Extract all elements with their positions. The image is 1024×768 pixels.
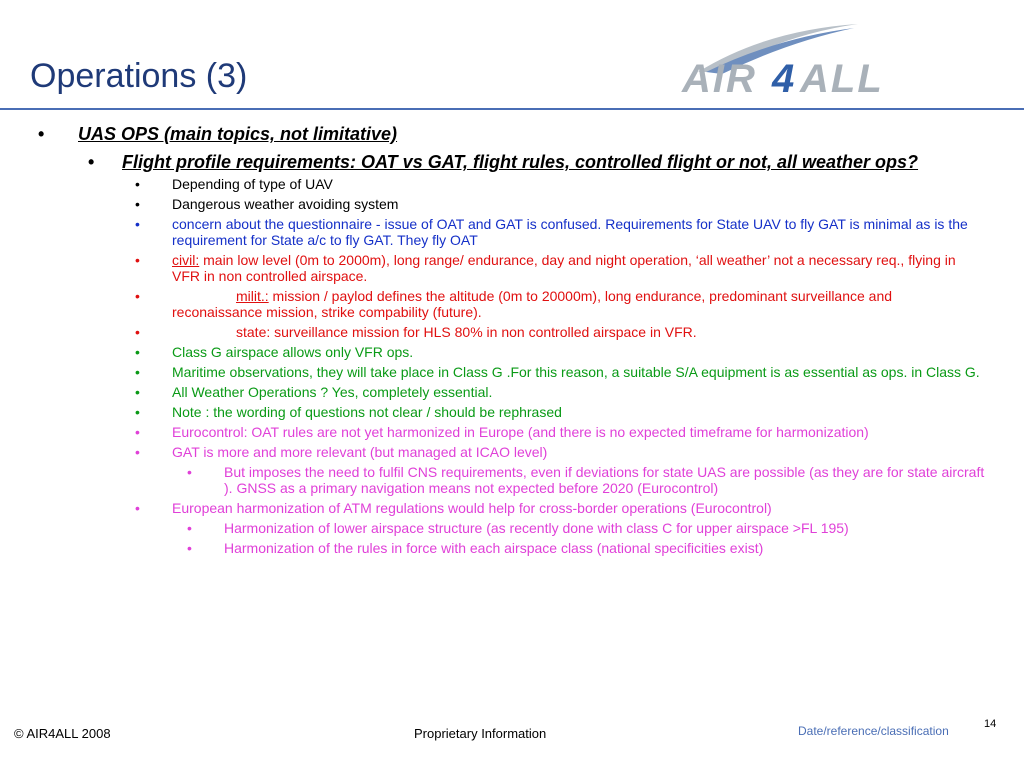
state-text: state: surveillance mission for HLS 80% in non controlled airspace in VFR. bbox=[236, 324, 697, 340]
bullet-icon: • bbox=[187, 464, 192, 480]
svg-text:AIR: AIR bbox=[682, 57, 757, 100]
list-item bbox=[0, 216, 1024, 248]
bullet-icon: • bbox=[135, 288, 140, 304]
bullet-icon: • bbox=[88, 152, 95, 172]
bullet-icon: • bbox=[135, 252, 140, 268]
list-item bbox=[0, 364, 1024, 380]
bullet-text: concern about the questionnaire - issue of OAT and GAT is confused. Requirements for State UAV to fly GAT is minimal as is the requirement for State a/c to fly GAT. They fly OAT bbox=[172, 216, 968, 248]
bullet-icon: • bbox=[135, 404, 140, 420]
civil-text: main low level (0m to 2000m), long range/ endurance, day and night operation, ‘all weather’ not a necessary req., flying in VFR in non controlled airspace. bbox=[172, 252, 956, 284]
list-item bbox=[0, 404, 1024, 420]
list-item bbox=[0, 344, 1024, 360]
slide-title: Operations (3) bbox=[30, 57, 248, 95]
list-item bbox=[0, 540, 1024, 556]
bullet-icon: • bbox=[135, 344, 140, 360]
slide-body bbox=[0, 124, 1024, 560]
svg-text:ALL: ALL bbox=[800, 57, 884, 100]
bullet-text: UAS OPS (main topics, not limitative) bbox=[78, 124, 398, 144]
bullet-icon: • bbox=[187, 520, 192, 536]
bullet-text: Class G airspace allows only VFR ops. bbox=[172, 344, 414, 360]
bullet-text: Depending of type of UAV bbox=[172, 176, 333, 192]
bullet-icon: • bbox=[135, 444, 140, 460]
bullet-icon: • bbox=[135, 500, 140, 516]
bullet-text bbox=[172, 288, 984, 320]
list-item bbox=[0, 252, 1024, 284]
footer-date-reference: Date/reference/classification bbox=[798, 724, 949, 738]
bullet-icon: • bbox=[187, 540, 192, 556]
footer-proprietary: Proprietary Information bbox=[414, 726, 547, 741]
bullet-icon: • bbox=[135, 196, 140, 212]
bullet-text: Maritime observations, they will take place in Class G .For this reason, a suitable S/A equipment is as essential as ops. in Class G. bbox=[172, 364, 980, 380]
bullet-icon: • bbox=[135, 176, 140, 192]
bullet-icon: • bbox=[38, 124, 45, 144]
bullet-icon: • bbox=[135, 424, 140, 440]
bullet-text: Harmonization of the rules in force with each airspace class (national specificities exist) bbox=[224, 540, 764, 556]
list-item bbox=[0, 196, 1024, 212]
bullet-icon: • bbox=[135, 364, 140, 380]
footer-copyright: © AIR4ALL 2008 bbox=[14, 726, 111, 741]
page-number: 14 bbox=[984, 718, 997, 730]
svg-text:4: 4 bbox=[772, 57, 795, 100]
list-item bbox=[0, 384, 1024, 400]
bullet-text bbox=[172, 324, 984, 340]
list-item bbox=[0, 288, 1024, 320]
bullet-text bbox=[172, 252, 984, 284]
title-divider bbox=[0, 108, 1024, 110]
list-item bbox=[0, 176, 1024, 192]
bullet-text: Flight profile requirements: OAT vs GAT, flight rules, controlled flight or not, all weather ops? bbox=[122, 152, 919, 172]
bullet-icon: • bbox=[135, 324, 140, 340]
bullet-text: But imposes the need to fulfil CNS requirements, even if deviations for state UAS are possible (as they are for state aircraft ). GNSS as a primary navigation means not expected before 2020 (Eurocontrol) bbox=[224, 464, 985, 496]
bullet-text: Dangerous weather avoiding system bbox=[172, 196, 399, 212]
list-item bbox=[0, 124, 1024, 145]
list-item bbox=[0, 324, 1024, 340]
milit-label: milit.: bbox=[236, 288, 269, 304]
bullet-icon: • bbox=[135, 384, 140, 400]
bullet-text: Eurocontrol: OAT rules are not yet harmonized in Europe (and there is no expected timeframe for harmonization) bbox=[172, 424, 869, 440]
bullet-text: European harmonization of ATM regulations would help for cross-border operations (Eurocontrol) bbox=[172, 500, 772, 516]
bullet-icon: • bbox=[135, 216, 140, 232]
civil-label: civil: bbox=[172, 252, 200, 268]
bullet-text: Note : the wording of questions not clear / should be rephrased bbox=[172, 404, 562, 420]
air4all-logo bbox=[676, 22, 996, 100]
bullet-text: GAT is more and more relevant (but managed at ICAO level) bbox=[172, 444, 548, 460]
milit-text: mission / paylod defines the altitude (0m to 20000m), long endurance, predominant surveillance and reconaissance mission, strike compability (future). bbox=[172, 288, 893, 320]
list-item bbox=[0, 444, 1024, 460]
list-item bbox=[0, 500, 1024, 516]
bullet-text: Harmonization of lower airspace structure (as recently done with class C for upper airspace >FL 195) bbox=[224, 520, 849, 536]
list-item bbox=[0, 464, 1024, 496]
list-item bbox=[0, 152, 1024, 172]
bullet-text: All Weather Operations ? Yes, completely essential. bbox=[172, 384, 493, 400]
list-item bbox=[0, 520, 1024, 536]
list-item bbox=[0, 424, 1024, 440]
